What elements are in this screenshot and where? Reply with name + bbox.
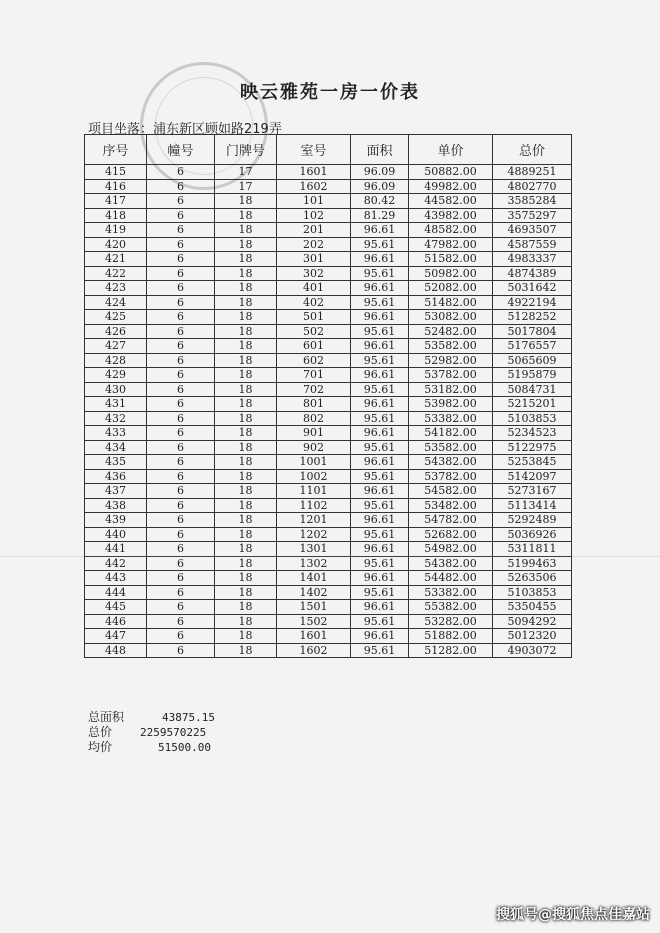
cell-room: 1601 [277, 629, 351, 644]
cell-door-number: 18 [215, 295, 277, 310]
cell-door-number: 18 [215, 527, 277, 542]
summary-avg-price [88, 740, 215, 755]
cell-building: 6 [147, 368, 215, 383]
cell-area: 96.61 [351, 484, 409, 499]
cell-total-price: 4693507 [493, 223, 572, 238]
table-row [85, 527, 572, 542]
cell-room: 501 [277, 310, 351, 325]
cell-area: 96.61 [351, 339, 409, 354]
cell-total-price: 3585284 [493, 194, 572, 209]
cell-door-number: 18 [215, 585, 277, 600]
cell-building: 6 [147, 179, 215, 194]
cell-room: 1502 [277, 614, 351, 629]
table-row [85, 455, 572, 470]
cell-unit-price: 54382.00 [409, 556, 493, 571]
table-row [85, 368, 572, 383]
cell-building: 6 [147, 397, 215, 412]
cell-unit-price: 53582.00 [409, 440, 493, 455]
table-row [85, 585, 572, 600]
cell-unit-price: 54482.00 [409, 571, 493, 586]
cell-door-number: 18 [215, 324, 277, 339]
cell-serial: 432 [85, 411, 147, 426]
cell-area: 95.61 [351, 498, 409, 513]
cell-building: 6 [147, 295, 215, 310]
header-serial: 序号 [85, 135, 147, 165]
cell-total-price: 5122975 [493, 440, 572, 455]
table-row [85, 382, 572, 397]
cell-room: 1402 [277, 585, 351, 600]
cell-building: 6 [147, 411, 215, 426]
cell-room: 1001 [277, 455, 351, 470]
cell-door-number: 18 [215, 208, 277, 223]
cell-total-price: 5065609 [493, 353, 572, 368]
cell-door-number: 18 [215, 440, 277, 455]
cell-area: 96.61 [351, 223, 409, 238]
cell-door-number: 18 [215, 614, 277, 629]
cell-room: 1202 [277, 527, 351, 542]
cell-door-number: 17 [215, 179, 277, 194]
cell-serial: 426 [85, 324, 147, 339]
cell-door-number: 18 [215, 571, 277, 586]
header-building: 幢号 [147, 135, 215, 165]
cell-serial: 445 [85, 600, 147, 615]
cell-area: 96.09 [351, 179, 409, 194]
cell-total-price: 5094292 [493, 614, 572, 629]
cell-area: 81.29 [351, 208, 409, 223]
cell-serial: 417 [85, 194, 147, 209]
cell-unit-price: 43982.00 [409, 208, 493, 223]
cell-serial: 447 [85, 629, 147, 644]
cell-room: 201 [277, 223, 351, 238]
cell-room: 1301 [277, 542, 351, 557]
cell-room: 701 [277, 368, 351, 383]
table-row [85, 310, 572, 325]
header-total-price: 总价 [493, 135, 572, 165]
cell-total-price: 5234523 [493, 426, 572, 441]
cell-total-price: 5350455 [493, 600, 572, 615]
table-row [85, 571, 572, 586]
cell-serial: 431 [85, 397, 147, 412]
cell-door-number: 18 [215, 513, 277, 528]
table-row [85, 179, 572, 194]
cell-building: 6 [147, 353, 215, 368]
cell-area: 96.61 [351, 426, 409, 441]
table-row [85, 237, 572, 252]
cell-serial: 427 [85, 339, 147, 354]
cell-total-price: 5273167 [493, 484, 572, 499]
cell-building: 6 [147, 223, 215, 238]
cell-serial: 421 [85, 252, 147, 267]
cell-room: 202 [277, 237, 351, 252]
cell-building: 6 [147, 324, 215, 339]
cell-area: 96.61 [351, 252, 409, 267]
cell-total-price: 3575297 [493, 208, 572, 223]
table-row [85, 469, 572, 484]
cell-total-price: 5263506 [493, 571, 572, 586]
cell-area: 95.61 [351, 324, 409, 339]
cell-area: 96.61 [351, 368, 409, 383]
cell-room: 901 [277, 426, 351, 441]
cell-serial: 448 [85, 643, 147, 658]
cell-building: 6 [147, 281, 215, 296]
cell-door-number: 18 [215, 252, 277, 267]
table-row [85, 165, 572, 180]
cell-building: 6 [147, 208, 215, 223]
cell-unit-price: 48582.00 [409, 223, 493, 238]
cell-total-price: 5031642 [493, 281, 572, 296]
table-row [85, 223, 572, 238]
cell-serial: 423 [85, 281, 147, 296]
cell-area: 80.42 [351, 194, 409, 209]
cell-total-price: 5199463 [493, 556, 572, 571]
cell-room: 1401 [277, 571, 351, 586]
cell-serial: 430 [85, 382, 147, 397]
table-row [85, 556, 572, 571]
cell-room: 1002 [277, 469, 351, 484]
cell-total-price: 5036926 [493, 527, 572, 542]
cell-building: 6 [147, 542, 215, 557]
cell-room: 1602 [277, 179, 351, 194]
cell-door-number: 18 [215, 397, 277, 412]
table-row [85, 643, 572, 658]
cell-serial: 436 [85, 469, 147, 484]
cell-area: 95.61 [351, 614, 409, 629]
cell-room: 1201 [277, 513, 351, 528]
cell-building: 6 [147, 339, 215, 354]
table-header-row [85, 135, 572, 165]
cell-total-price: 4874389 [493, 266, 572, 281]
price-table [84, 134, 572, 658]
cell-area: 95.61 [351, 353, 409, 368]
summary-block [88, 710, 215, 755]
cell-door-number: 18 [215, 469, 277, 484]
cell-door-number: 18 [215, 484, 277, 499]
cell-door-number: 18 [215, 281, 277, 296]
cell-room: 402 [277, 295, 351, 310]
cell-door-number: 18 [215, 223, 277, 238]
cell-area: 96.61 [351, 310, 409, 325]
document-title: 映云雅苑一房一价表 [240, 82, 420, 103]
cell-serial: 433 [85, 426, 147, 441]
cell-area: 95.61 [351, 295, 409, 310]
cell-door-number: 18 [215, 426, 277, 441]
total-price-label: 总价 [88, 725, 113, 739]
cell-serial: 438 [85, 498, 147, 513]
cell-unit-price: 53382.00 [409, 585, 493, 600]
cell-building: 6 [147, 382, 215, 397]
total-area-label: 总面积 [88, 710, 125, 724]
cell-room: 601 [277, 339, 351, 354]
cell-total-price: 5215201 [493, 397, 572, 412]
cell-unit-price: 53982.00 [409, 397, 493, 412]
table-row [85, 513, 572, 528]
cell-area: 95.61 [351, 585, 409, 600]
cell-total-price: 4983337 [493, 252, 572, 267]
cell-door-number: 18 [215, 498, 277, 513]
cell-building: 6 [147, 484, 215, 499]
cell-serial: 441 [85, 542, 147, 557]
cell-serial: 420 [85, 237, 147, 252]
cell-unit-price: 54382.00 [409, 455, 493, 470]
cell-area: 96.61 [351, 455, 409, 470]
cell-area: 96.61 [351, 281, 409, 296]
cell-door-number: 18 [215, 339, 277, 354]
cell-room: 702 [277, 382, 351, 397]
cell-unit-price: 50882.00 [409, 165, 493, 180]
cell-serial: 443 [85, 571, 147, 586]
cell-area: 96.61 [351, 629, 409, 644]
cell-unit-price: 47982.00 [409, 237, 493, 252]
cell-room: 502 [277, 324, 351, 339]
cell-door-number: 18 [215, 629, 277, 644]
total-area-value: 43875.15 [162, 711, 215, 724]
cell-area: 96.09 [351, 165, 409, 180]
source-watermark: 搜狐号@搜狐焦点佳嘉站 [496, 907, 650, 923]
cell-building: 6 [147, 469, 215, 484]
cell-building: 6 [147, 527, 215, 542]
cell-total-price: 4903072 [493, 643, 572, 658]
cell-serial: 416 [85, 179, 147, 194]
cell-unit-price: 53082.00 [409, 310, 493, 325]
cell-total-price: 5195879 [493, 368, 572, 383]
header-door-number: 门牌号 [215, 135, 277, 165]
cell-total-price: 5292489 [493, 513, 572, 528]
cell-area: 95.61 [351, 556, 409, 571]
cell-total-price: 5084731 [493, 382, 572, 397]
cell-building: 6 [147, 194, 215, 209]
cell-unit-price: 54582.00 [409, 484, 493, 499]
total-price-value: 2259570225 [140, 726, 207, 739]
cell-building: 6 [147, 643, 215, 658]
cell-total-price: 5128252 [493, 310, 572, 325]
cell-room: 1601 [277, 165, 351, 180]
cell-building: 6 [147, 165, 215, 180]
cell-room: 1101 [277, 484, 351, 499]
cell-area: 95.61 [351, 643, 409, 658]
cell-area: 96.61 [351, 571, 409, 586]
cell-serial: 422 [85, 266, 147, 281]
cell-unit-price: 52682.00 [409, 527, 493, 542]
cell-room: 1102 [277, 498, 351, 513]
cell-unit-price: 53282.00 [409, 614, 493, 629]
paper-fold-line [0, 556, 660, 557]
cell-door-number: 18 [215, 368, 277, 383]
cell-area: 95.61 [351, 266, 409, 281]
cell-serial: 440 [85, 527, 147, 542]
table-body [85, 165, 572, 658]
table-row [85, 194, 572, 209]
cell-serial: 428 [85, 353, 147, 368]
cell-room: 1602 [277, 643, 351, 658]
cell-room: 401 [277, 281, 351, 296]
cell-door-number: 17 [215, 165, 277, 180]
cell-serial: 425 [85, 310, 147, 325]
location-value: 浦东新区顾如路219弄 [153, 122, 282, 137]
cell-door-number: 18 [215, 353, 277, 368]
cell-building: 6 [147, 629, 215, 644]
summary-total-price [88, 725, 215, 740]
avg-price-value: 51500.00 [158, 741, 211, 754]
table-row [85, 484, 572, 499]
cell-building: 6 [147, 571, 215, 586]
cell-unit-price: 55382.00 [409, 600, 493, 615]
cell-room: 602 [277, 353, 351, 368]
cell-total-price: 5311811 [493, 542, 572, 557]
cell-total-price: 4587559 [493, 237, 572, 252]
cell-building: 6 [147, 455, 215, 470]
cell-door-number: 18 [215, 310, 277, 325]
table-row [85, 614, 572, 629]
cell-door-number: 18 [215, 411, 277, 426]
cell-room: 1501 [277, 600, 351, 615]
cell-unit-price: 51582.00 [409, 252, 493, 267]
table-row [85, 252, 572, 267]
cell-door-number: 18 [215, 542, 277, 557]
cell-room: 302 [277, 266, 351, 281]
cell-unit-price: 51282.00 [409, 643, 493, 658]
cell-serial: 424 [85, 295, 147, 310]
cell-serial: 442 [85, 556, 147, 571]
cell-door-number: 18 [215, 556, 277, 571]
cell-unit-price: 54782.00 [409, 513, 493, 528]
cell-unit-price: 51482.00 [409, 295, 493, 310]
table-row [85, 600, 572, 615]
cell-unit-price: 53482.00 [409, 498, 493, 513]
cell-total-price: 5103853 [493, 411, 572, 426]
cell-area: 95.61 [351, 382, 409, 397]
table-row [85, 266, 572, 281]
table-row [85, 629, 572, 644]
cell-unit-price: 53182.00 [409, 382, 493, 397]
cell-unit-price: 53782.00 [409, 469, 493, 484]
cell-unit-price: 44582.00 [409, 194, 493, 209]
cell-serial: 419 [85, 223, 147, 238]
cell-room: 801 [277, 397, 351, 412]
table-row [85, 397, 572, 412]
cell-door-number: 18 [215, 194, 277, 209]
table-row [85, 542, 572, 557]
table-row [85, 281, 572, 296]
cell-room: 902 [277, 440, 351, 455]
header-room: 室号 [277, 135, 351, 165]
cell-unit-price: 53582.00 [409, 339, 493, 354]
cell-unit-price: 53782.00 [409, 368, 493, 383]
cell-building: 6 [147, 585, 215, 600]
table-row [85, 339, 572, 354]
cell-serial: 418 [85, 208, 147, 223]
cell-total-price: 5113414 [493, 498, 572, 513]
cell-serial: 446 [85, 614, 147, 629]
cell-serial: 444 [85, 585, 147, 600]
cell-total-price: 5176557 [493, 339, 572, 354]
cell-building: 6 [147, 513, 215, 528]
cell-building: 6 [147, 266, 215, 281]
cell-unit-price: 54982.00 [409, 542, 493, 557]
table-row [85, 411, 572, 426]
cell-building: 6 [147, 310, 215, 325]
location-label: 项目坐落： [88, 122, 154, 137]
cell-building: 6 [147, 237, 215, 252]
cell-room: 102 [277, 208, 351, 223]
cell-door-number: 18 [215, 382, 277, 397]
cell-building: 6 [147, 498, 215, 513]
cell-room: 101 [277, 194, 351, 209]
cell-serial: 429 [85, 368, 147, 383]
cell-unit-price: 49982.00 [409, 179, 493, 194]
cell-unit-price: 50982.00 [409, 266, 493, 281]
cell-total-price: 5012320 [493, 629, 572, 644]
cell-area: 96.61 [351, 513, 409, 528]
cell-serial: 439 [85, 513, 147, 528]
cell-area: 96.61 [351, 397, 409, 412]
cell-unit-price: 51882.00 [409, 629, 493, 644]
cell-unit-price: 52482.00 [409, 324, 493, 339]
cell-area: 96.61 [351, 542, 409, 557]
cell-building: 6 [147, 426, 215, 441]
cell-building: 6 [147, 614, 215, 629]
cell-area: 95.61 [351, 440, 409, 455]
cell-door-number: 18 [215, 600, 277, 615]
cell-unit-price: 53382.00 [409, 411, 493, 426]
cell-serial: 434 [85, 440, 147, 455]
cell-room: 1302 [277, 556, 351, 571]
cell-door-number: 18 [215, 455, 277, 470]
cell-door-number: 18 [215, 237, 277, 252]
summary-total-area [88, 710, 215, 725]
cell-total-price: 4802770 [493, 179, 572, 194]
table-row [85, 440, 572, 455]
cell-total-price: 4922194 [493, 295, 572, 310]
cell-room: 802 [277, 411, 351, 426]
cell-total-price: 5253845 [493, 455, 572, 470]
cell-building: 6 [147, 440, 215, 455]
cell-area: 95.61 [351, 527, 409, 542]
header-area: 面积 [351, 135, 409, 165]
cell-area: 95.61 [351, 411, 409, 426]
cell-unit-price: 52982.00 [409, 353, 493, 368]
header-unit-price: 单价 [409, 135, 493, 165]
table-row [85, 295, 572, 310]
cell-door-number: 18 [215, 643, 277, 658]
table-row [85, 208, 572, 223]
cell-unit-price: 54182.00 [409, 426, 493, 441]
cell-serial: 435 [85, 455, 147, 470]
avg-price-label: 均价 [88, 740, 113, 754]
cell-unit-price: 52082.00 [409, 281, 493, 296]
cell-building: 6 [147, 600, 215, 615]
cell-total-price: 5017804 [493, 324, 572, 339]
table-row [85, 498, 572, 513]
table-row [85, 324, 572, 339]
cell-serial: 415 [85, 165, 147, 180]
cell-area: 95.61 [351, 469, 409, 484]
cell-room: 301 [277, 252, 351, 267]
cell-building: 6 [147, 556, 215, 571]
table-row [85, 353, 572, 368]
cell-total-price: 4889251 [493, 165, 572, 180]
table-row [85, 426, 572, 441]
cell-total-price: 5103853 [493, 585, 572, 600]
cell-total-price: 5142097 [493, 469, 572, 484]
cell-door-number: 18 [215, 266, 277, 281]
cell-area: 95.61 [351, 237, 409, 252]
cell-building: 6 [147, 252, 215, 267]
cell-serial: 437 [85, 484, 147, 499]
cell-area: 96.61 [351, 600, 409, 615]
